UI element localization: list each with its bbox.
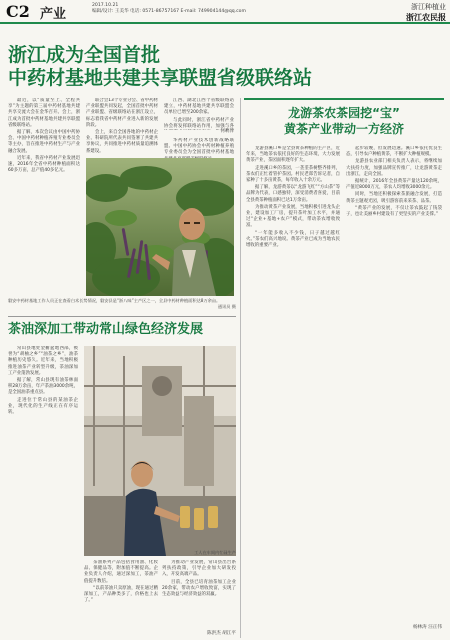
- second-story-rule: [8, 316, 236, 317]
- lead-headline-line1: 浙江成为全国首批: [8, 44, 161, 66]
- second-column-3: [162, 560, 236, 628]
- column-divider: [240, 98, 241, 638]
- issue-date: 2017.10.21: [92, 3, 119, 8]
- sidebar-col2-para: 龙游县农业部门相关负责人表示，将继续加大扶持力度，加强品牌宣传推广，让龙游黄茶走出浙江，走向全国。: [346, 159, 442, 177]
- second-column-2: [84, 560, 158, 636]
- sidebar-column-1: [246, 146, 340, 636]
- second-byline: 陈洪杰 胡江平: [206, 631, 236, 636]
- lead-col2-para: 联合会13个专业分会、省中药材产业联盟共同发起，全国首批中药材产业联盟、省级联络站在浙江设立，标志着我省中药材产业进入新的发展阶段。: [86, 98, 158, 128]
- lead-col1-para: 近年来，我省中药材产业发展迅速，2016年全省中药材种植面积达60多万亩，总产值40多亿元。: [8, 155, 80, 174]
- lead-col1-para: 据了解，本次会议由中国中药协会、中国中药材种植养殖专业委员会等主办，旨在推进中药材生产与产业融合发展。: [8, 130, 80, 154]
- sidebar-top-rule: [244, 98, 444, 100]
- lead-column-2: [86, 98, 158, 158]
- sidebar-col1-para: “一年能多收入不少钱，日子越过越红火。”茶农们高兴地说。黄茶产业已成为当地农民增收的重要产业。: [246, 230, 340, 249]
- sidebar-title-line1: 龙游茶农茶园挖“宝”: [288, 106, 400, 120]
- second-col3-para: 目前，全县已培育油茶加工企业20余家，带动农户增收致富，实现了生态效益与经济效益的双赢。: [162, 579, 236, 598]
- second-col2-para: “以前茶油只卖原油，现在通过精深加工，产品种类多了，价格也上去了。”: [84, 585, 158, 604]
- sidebar-col1-para: 为推动黄茶产业发展，当地积极引进龙头企业，建设加工厂房，提升茶叶加工水平，并通过“企业+基地+农户”模式，带动茶农增收致富。: [246, 204, 340, 229]
- second-col1-para: 常山县地处金衢盆地西部，被誉为“胡柚之乡”“油茶之乡”，油茶种植历史悠久。近年来，当地积极推进油茶产业转型升级，茶油深加工产业蓬勃发展。: [8, 346, 78, 376]
- lead-col1-para: 最近，以“质量至上、全程共享”为主题的第三届中药材基地共建共享交流大会在金华召开。会上，浙江成为首批中药材基地共建共享联盟省级联络站。: [8, 98, 80, 128]
- lead-photo-credit: 通讯员 摄: [217, 304, 236, 309]
- section-name: 产业: [40, 7, 67, 22]
- lead-column-1: [8, 98, 80, 294]
- lead-photo-caption: 磐安中药材基地工作人员正在查看白术长势情况，磐安县是“浙八味”主产区之一，全县中药材种植面积达8万余亩。: [8, 298, 221, 303]
- lead-byline: 何莉萍: [220, 129, 234, 134]
- lead-photo: [86, 158, 234, 296]
- lead-col2-para: 会上，来自全国各地的中药材企业、科研院所代表共同签署了共建共享协议，共同推进中药材质量追溯体系建设。: [86, 130, 158, 154]
- second-column-1: [8, 346, 78, 636]
- page-meta: [92, 3, 312, 14]
- sidebar-title-line2: 黄茶产业带动一方经济: [283, 122, 404, 136]
- second-col1-para: 据了解，常山县现有油茶林面积28万余亩，年产茶油3000余吨，是全国油茶重点县。: [8, 378, 78, 396]
- newspaper-name: 浙江农民报: [406, 12, 446, 22]
- section-code: C2: [6, 2, 30, 21]
- lead-col3-para: 江西、湖北江西个省级联络站建立，中药材基地共建共享联盟会员单位已增至200余家。: [164, 98, 234, 116]
- sidebar-col2-para: 据统计，2016年全县黄茶产量达120余吨，产值近8000万元，茶农人均增收3000余元。: [346, 179, 442, 191]
- lead-col3-para: 与此同时，浙江省中药材产业协会将发挥联络站作用，加强与各: [164, 117, 234, 129]
- sidebar-byline: 杨林涛 汪正伟: [412, 625, 442, 630]
- farmer-with-plants-image: [86, 158, 234, 296]
- lead-col4-para: 华药材产业技术创新战略联盟、中国中药协会中药材种植养殖专业委员会为全国首批中药材基地: [164, 138, 234, 156]
- sidebar-col1-para: 走进溪口乡的茶园，一垄垄茶树整齐排列，茶农们正忙着管护茶园。村民老郑告诉记者，自家种了十多亩黄茶，每年收入十余万元。: [246, 165, 340, 184]
- second-col2-para: 茶油系列产品包括食用油、化妆品、保健品等，附加值不断提高。企业负责人介绍，通过深加工，茶油产值提升数倍。: [84, 560, 158, 584]
- editor-contact: 编辑/设计: 王美华 电话: 0571-86757167 E-mail: 749904144@qq.com: [92, 8, 246, 14]
- second-photo-caption: 工人在车间内忙碌生产: [194, 550, 236, 555]
- sidebar-col2-para: 同时，当地还积极探索茶旅融合发展，打造黄茶主题观光园，吸引游客前来采茶、品茶。: [346, 192, 442, 204]
- second-col3-para: 为推动产业发展，常山县出台系列扶持政策，引导企业加大研发投入，开发高端产品。: [162, 560, 236, 578]
- lead-headline-line2: 中药材基地共建共享联盟省级联络站: [8, 67, 313, 89]
- edition-name: 浙江种植业: [411, 3, 446, 11]
- sidebar-col1-para: 据了解，龙游黄茶以“龙游飞红”“方山茶”等品牌为代表，口感独特，深受消费者喜爱，目前全县黄茶种植面积已达1万余亩。: [246, 185, 340, 203]
- sidebar-col2-para: 起步较晚，但发展迅速。溪口乡依托优良生态，引导农户种植黄茶，不断扩大种植规模。: [346, 146, 442, 158]
- lead-column-3: [164, 98, 234, 130]
- second-photo: [84, 346, 236, 556]
- sidebar-col2-para: “黄茶产业的发展，不仅让茶农鼓起了钱袋子，也让美丽乡村建设有了更坚实的产业支撑。”: [346, 205, 442, 218]
- sidebar-col1-para: 龙游县溪口乡是全县黄茶种植的主产区，近年来，当地茶农依托良好的生态环境，大力发展黄茶产业，茶园面积逐年扩大。: [246, 146, 340, 164]
- second-col1-para: 走进位于常山县的某油茶企业，现代化的生产线正在有序运转。: [8, 397, 78, 416]
- second-headline: 茶油深加工带动常山绿色经济发展: [8, 322, 204, 337]
- sidebar-column-2: [346, 146, 442, 620]
- factory-worker-image: [84, 346, 236, 556]
